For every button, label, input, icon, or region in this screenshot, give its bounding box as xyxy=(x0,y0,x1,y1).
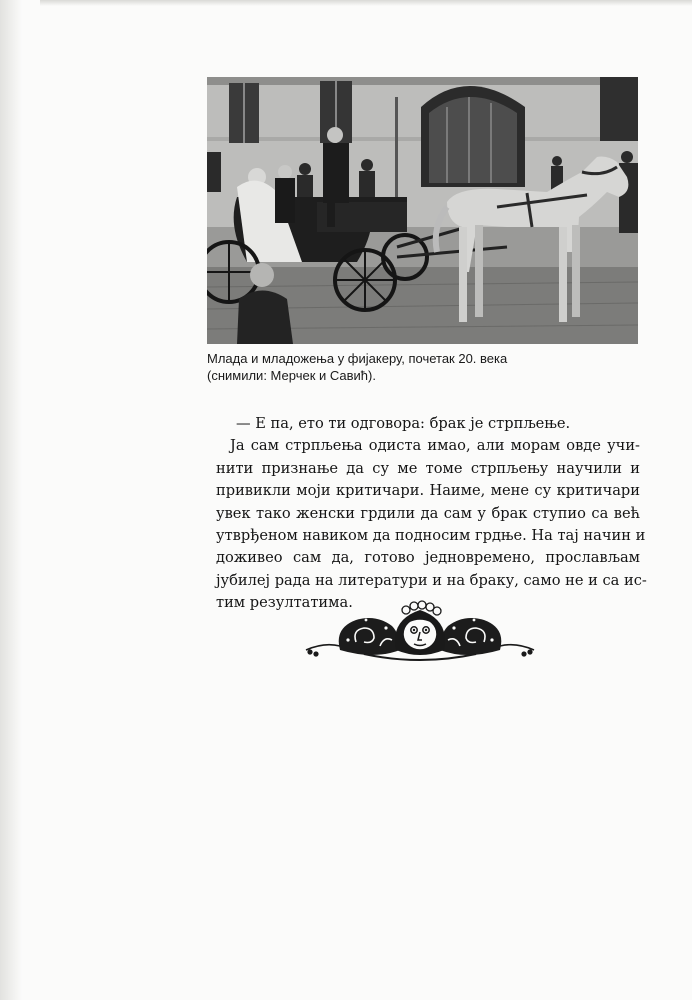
wedding-carriage-photo xyxy=(207,77,638,344)
page-edge-shadow xyxy=(40,0,692,6)
paragraph-line: увек тако женски грдили да сам у брак ступио са већ xyxy=(216,504,640,522)
paragraph-line: — Е па, ето ти одговора: брак је стрпљење. xyxy=(236,415,571,432)
paragraph-line: тим резултатима. xyxy=(216,594,353,612)
paragraph-line: утврђеном навиком да подносим грдње. На тај начин и xyxy=(216,527,646,545)
page-gutter-shadow xyxy=(0,0,22,1000)
paragraph-line: доживео сам да, готово једновремено, прослављам xyxy=(216,549,640,567)
paragraph-line: привикли моји критичари. Наиме, мене су критичари xyxy=(216,482,640,500)
paragraph-line: нити признање да су ме томе стрпљењу научили и xyxy=(216,459,640,477)
body-text xyxy=(216,413,647,615)
photo-caption xyxy=(207,350,647,384)
paragraph-line: јубилеј рада на литератури и на браку, само не и са ис- xyxy=(216,571,647,589)
paragraph-line: Ја сам стрпљења одиста имао, али морам овде учи- xyxy=(230,437,640,455)
decorative-vignette-ornament xyxy=(304,600,536,664)
caption-line: Млада и младожења у фијакеру, почетак 20. века xyxy=(207,351,508,366)
caption-line: (снимили: Мерчек и Савић). xyxy=(207,368,376,383)
